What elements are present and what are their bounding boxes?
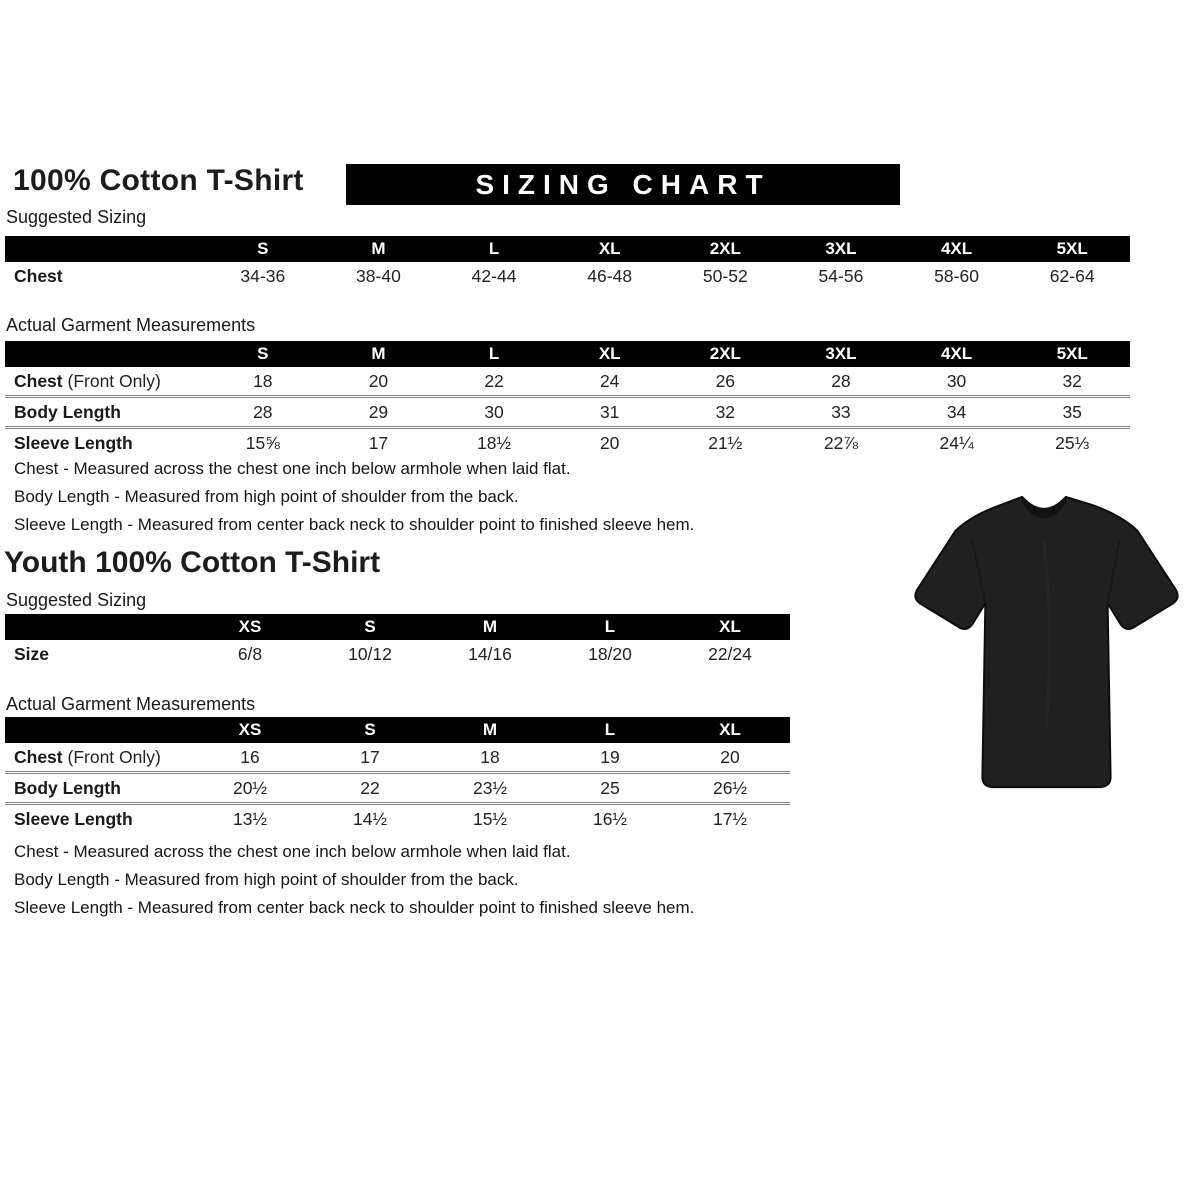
adult-actual-measurements-table bbox=[5, 341, 1130, 457]
youth-suggested-sizing-label: Suggested Sizing bbox=[6, 590, 147, 610]
note-body-length: Body Length - Measured from high point of shoulder from the back. bbox=[14, 870, 519, 889]
table-row bbox=[5, 395, 1130, 426]
cell-value: 17½ bbox=[712, 808, 748, 829]
cell-value: 18 bbox=[480, 746, 500, 767]
cell-value: 16 bbox=[240, 746, 260, 767]
column-header-m: M bbox=[482, 617, 498, 636]
cell-value: 34 bbox=[946, 401, 967, 422]
youth-suggested-sizing-table bbox=[5, 614, 790, 668]
column-header-xs: XS bbox=[238, 617, 262, 636]
cell-value: 17 bbox=[360, 746, 380, 767]
cell-value: 6/8 bbox=[237, 643, 263, 664]
table-row bbox=[5, 802, 790, 833]
cell-value: 32 bbox=[715, 401, 736, 422]
table-row bbox=[5, 367, 1130, 395]
table-header-row bbox=[5, 236, 1130, 262]
cell-value: 32 bbox=[1062, 370, 1082, 391]
cell-value: 13½ bbox=[232, 808, 268, 829]
column-header-4xl: 4XL bbox=[940, 344, 973, 363]
row-label: Chest bbox=[14, 265, 63, 286]
cell-value: 20 bbox=[368, 370, 389, 391]
cell-value: 22 bbox=[360, 777, 380, 798]
table-row bbox=[5, 771, 790, 802]
tshirt-product-image bbox=[893, 481, 1195, 809]
row-label: Sleeve Length bbox=[14, 432, 133, 453]
adult-actual-measurements-label: Actual Garment Measurements bbox=[6, 315, 256, 335]
row-label: Body Length bbox=[14, 401, 121, 422]
note-chest: Chest - Measured across the chest one inch below armhole when laid flat. bbox=[14, 459, 571, 478]
table-row bbox=[5, 426, 1130, 457]
column-header-s: S bbox=[364, 720, 376, 739]
cell-value: 18/20 bbox=[588, 643, 632, 664]
cell-value: 23½ bbox=[472, 777, 508, 798]
page-title: 100% Cotton T-Shirt bbox=[13, 164, 304, 197]
cell-value: 20½ bbox=[232, 777, 268, 798]
cell-value: 58-60 bbox=[934, 265, 979, 286]
table-row bbox=[5, 743, 790, 771]
cell-value: 26 bbox=[715, 370, 736, 391]
cell-value: 31 bbox=[599, 401, 620, 422]
column-header-s: S bbox=[364, 617, 376, 636]
note-sleeve-length: Sleeve Length - Measured from center back neck to shoulder point to finished sleeve hem. bbox=[14, 515, 695, 534]
cell-value: 14/16 bbox=[468, 643, 512, 664]
cell-value: 30 bbox=[946, 370, 967, 391]
cell-value: 14½ bbox=[352, 808, 388, 829]
column-header-m: M bbox=[482, 720, 498, 739]
cell-value: 24¼ bbox=[939, 432, 974, 453]
column-header-l: L bbox=[488, 239, 500, 258]
adult-suggested-sizing-table bbox=[5, 236, 1130, 290]
cell-value: 16½ bbox=[592, 808, 628, 829]
cell-value: 20 bbox=[720, 746, 740, 767]
column-header-l: L bbox=[488, 344, 500, 363]
column-header-3xl: 3XL bbox=[825, 239, 857, 258]
table-header-row bbox=[5, 614, 790, 640]
column-header-l: L bbox=[604, 617, 616, 636]
cell-value: 26½ bbox=[712, 777, 748, 798]
cell-value: 30 bbox=[484, 401, 504, 422]
column-header-s: S bbox=[257, 239, 269, 258]
cell-value: 19 bbox=[600, 746, 620, 767]
tshirt-body-shape bbox=[915, 497, 1177, 787]
cell-value: 21½ bbox=[708, 432, 743, 453]
adult-suggested-sizing-label: Suggested Sizing bbox=[6, 207, 147, 227]
cell-value: 10/12 bbox=[348, 643, 392, 664]
row-label: Chest (Front Only) bbox=[14, 370, 161, 391]
cell-value: 25 bbox=[600, 777, 620, 798]
column-header-2xl: 2XL bbox=[709, 239, 741, 258]
table-row bbox=[5, 640, 790, 668]
row-label: Body Length bbox=[14, 777, 121, 798]
table-row bbox=[5, 262, 1130, 290]
cell-value: 33 bbox=[831, 401, 851, 422]
cell-value: 22⅞ bbox=[823, 432, 858, 453]
cell-value: 34-36 bbox=[240, 265, 286, 286]
column-header-xl: XL bbox=[598, 239, 621, 258]
cell-value: 22 bbox=[484, 370, 504, 391]
cell-value: 15⅝ bbox=[245, 432, 280, 453]
cell-value: 25⅓ bbox=[1055, 432, 1090, 453]
column-header-xl: XL bbox=[719, 720, 741, 739]
column-header-5xl: 5XL bbox=[1056, 239, 1088, 258]
column-header-xl: XL bbox=[719, 617, 741, 636]
row-label: Sleeve Length bbox=[14, 808, 133, 829]
cell-value: 22/24 bbox=[708, 643, 752, 664]
row-label: Chest (Front Only) bbox=[14, 746, 161, 767]
table-header-row bbox=[5, 717, 790, 743]
cell-value: 28 bbox=[831, 370, 851, 391]
note-body-length: Body Length - Measured from high point of shoulder from the back. bbox=[14, 487, 519, 506]
column-header-xs: XS bbox=[238, 720, 262, 739]
cell-value: 18½ bbox=[477, 432, 512, 453]
cell-value: 20 bbox=[599, 432, 620, 453]
row-label: Size bbox=[14, 643, 50, 664]
tshirt-graphic bbox=[893, 481, 1195, 809]
column-header-5xl: 5XL bbox=[1056, 344, 1088, 363]
column-header-l: L bbox=[604, 720, 616, 739]
cell-value: 50-52 bbox=[702, 265, 748, 286]
cell-value: 54-56 bbox=[818, 265, 864, 286]
cell-value: 18 bbox=[253, 370, 273, 391]
cell-value: 38-40 bbox=[356, 265, 401, 286]
column-header-s: S bbox=[257, 344, 269, 363]
youth-actual-measurements-label: Actual Garment Measurements bbox=[6, 694, 256, 714]
column-header-3xl: 3XL bbox=[825, 344, 857, 363]
column-header-4xl: 4XL bbox=[940, 239, 973, 258]
youth-actual-measurements-table bbox=[5, 717, 790, 833]
cell-value: 29 bbox=[368, 401, 389, 422]
column-header-2xl: 2XL bbox=[709, 344, 741, 363]
adult-measurement-notes bbox=[14, 455, 694, 539]
column-header-xl: XL bbox=[598, 344, 621, 363]
table-header-row bbox=[5, 341, 1130, 367]
youth-measurement-notes bbox=[14, 838, 694, 922]
note-sleeve-length: Sleeve Length - Measured from center back neck to shoulder point to finished sleeve hem. bbox=[14, 898, 695, 917]
column-header-m: M bbox=[371, 239, 386, 258]
sizing-chart-banner: SIZING CHART bbox=[346, 164, 900, 205]
cell-value: 46-48 bbox=[587, 265, 633, 286]
cell-value: 28 bbox=[253, 401, 273, 422]
note-chest: Chest - Measured across the chest one inch below armhole when laid flat. bbox=[14, 842, 571, 861]
column-header-m: M bbox=[371, 344, 386, 363]
cell-value: 24 bbox=[599, 370, 620, 391]
cell-value: 35 bbox=[1062, 401, 1082, 422]
cell-value: 15½ bbox=[472, 808, 508, 829]
cell-value: 62-64 bbox=[1049, 265, 1095, 286]
cell-value: 17 bbox=[368, 432, 389, 453]
youth-section-title: Youth 100% Cotton T-Shirt bbox=[4, 546, 381, 579]
cell-value: 42-44 bbox=[471, 265, 517, 286]
